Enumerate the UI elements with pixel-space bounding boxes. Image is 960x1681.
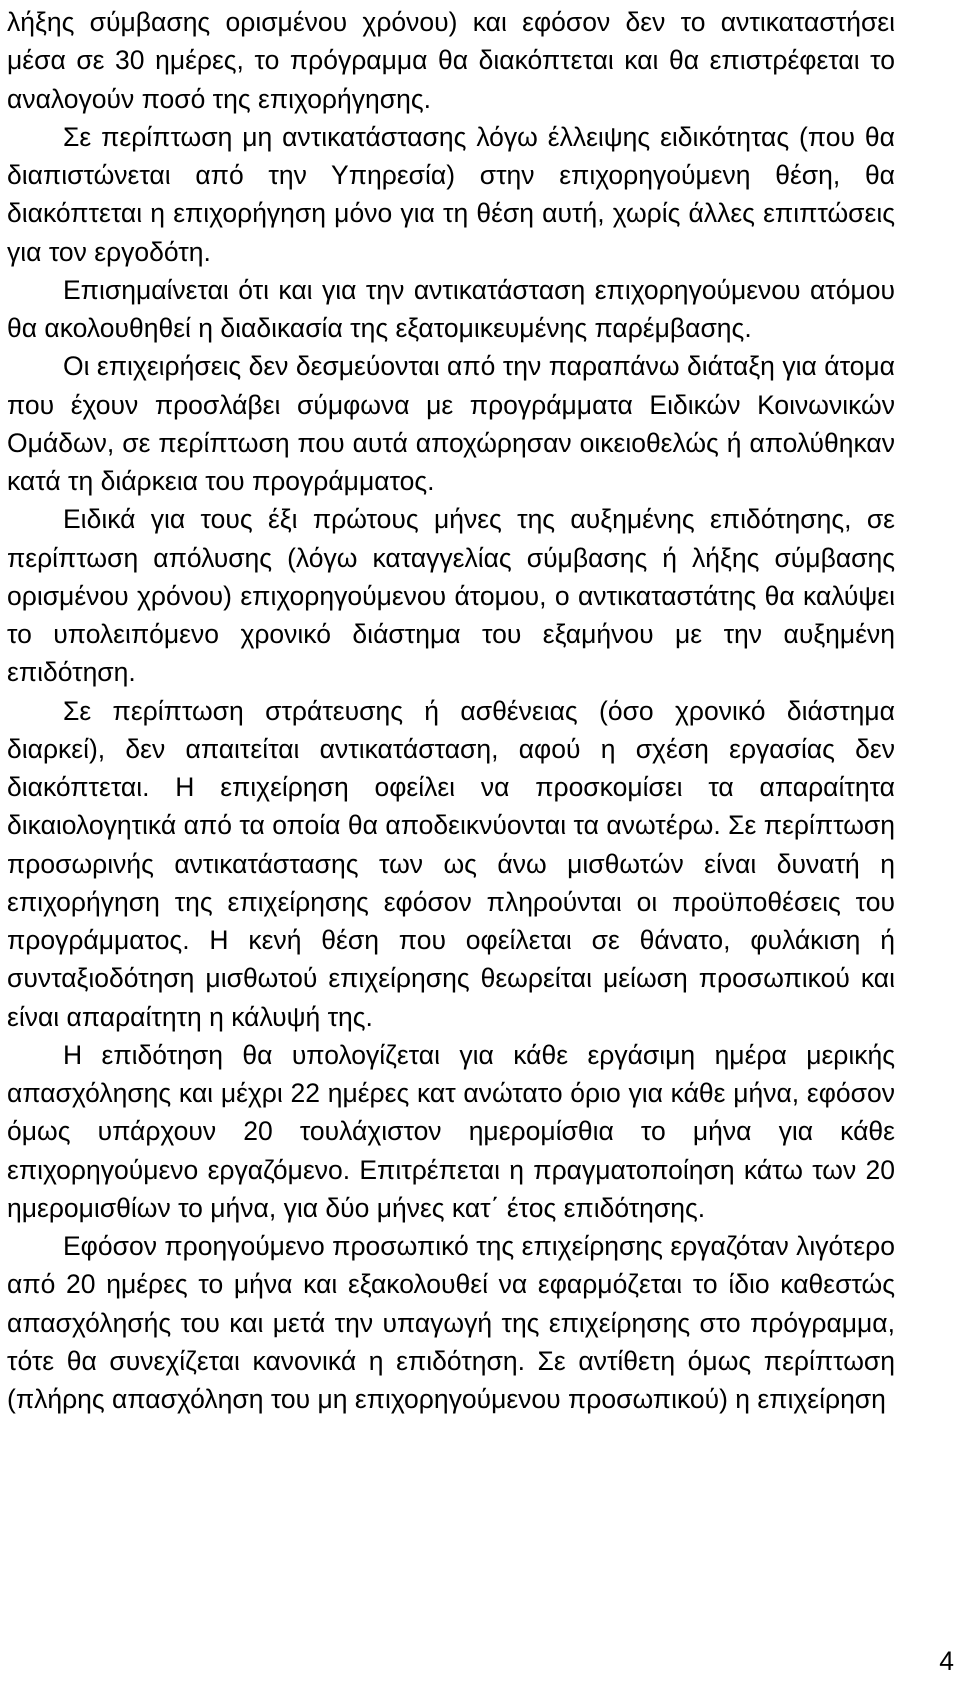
paragraph-3: Επισημαίνεται ότι και για την αντικατάσταση επιχορηγούμενου ατόμου θα ακολουθηθεί η διαδικασία της εξατομικευμένης παρέμβασης. (7, 274, 895, 343)
paragraph-4: Οι επιχειρήσεις δεν δεσμεύονται από την παραπάνω διάταξη για άτομα που έχουν προσλάβει σύμφωνα με προγράμματα Ειδικών Κοινωνικών Ομάδων, σε περίπτωση που αυτά αποχώρησαν οικειοθελώς ή απολύθηκαν κατά τη διάρκεια του προγράμματος. (7, 351, 895, 496)
document-body (7, 3, 895, 1418)
paragraph-1: λήξης σύμβασης ορισμένου χρόνου) και εφόσον δεν το αντικαταστήσει μέσα σε 30 ημέρες, το πρόγραμμα θα διακόπτεται και θα επιστρέφεται το αναλογούν ποσό της επιχορήγησης. (7, 7, 895, 114)
paragraph-8: Εφόσον προηγούμενο προσωπικό της επιχείρησης εργαζόταν λιγότερο από 20 ημέρες το μήνα και εξακολουθεί να εφαρμόζεται το ίδιο καθεστώς απασχόλησής του και μετά την υπαγωγή της επιχείρησης στο πρόγραμμα, τότε θα συνεχίζεται κανονικά η επιδότηση. Σε αντίθετη όμως περίπτωση (πλήρης απασχόληση του μη επιχορηγούμενου προσωπικού) η επιχείρηση (7, 1231, 895, 1414)
paragraph-2: Σε περίπτωση μη αντικατάστασης λόγω έλλειψης ειδικότητας (που θα διαπιστώνεται από την Υπηρεσία) στην επιχορηγούμενη θέση, θα διακόπτεται η επιχορήγηση μόνο για τη θέση αυτή, χωρίς άλλες επιπτώσεις για τον εργοδότη. (7, 121, 895, 267)
page-number: 4 (939, 1646, 954, 1676)
paragraph-5: Ειδικά για τους έξι πρώτους μήνες της αυξημένης επιδότησης, σε περίπτωση απόλυσης (λόγω καταγγελίας σύμβασης ή λήξης σύμβασης ορισμένου χρόνου) επιχορηγούμενου άτομου, ο αντικαταστάτης θα καλύψει το υπολειπόμενο χρονικό διάστημα του εξαμήνου με την αυξημένη επιδότηση. (7, 504, 895, 688)
paragraph-7: Η επιδότηση θα υπολογίζεται για κάθε εργάσιμη ημέρα μερικής απασχόλησης και μέχρι 22 ημέρες κατ ανώτατο όριο για κάθε μήνα, εφόσον όμως υπάρχουν 20 τουλάχιστον ημερομίσθια το μήνα για κάθε επιχορηγούμενο εργαζόμενο. Επιτρέπεται η πραγματοποίηση κάτω των 20 ημερομισθίων το μήνα, για δύο μήνες κατ΄ έτος επιδότησης. (7, 1039, 895, 1223)
paragraph-6: Σε περίπτωση στράτευσης ή ασθένειας (όσο χρονικό διάστημα διαρκεί), δεν απαιτείται αντικατάσταση, αφού η σχέση εργασίας δεν διακόπτεται. Η επιχείρηση οφείλει να προσκομίσει τα απαραίτητα δικαιολογητικά από τα οποία θα αποδεικνύονται τα ανωτέρω. Σε περίπτωση προσωρινής αντικατάστασης των ως άνω μισθωτών είναι δυνατή η επιχορήγηση της επιχείρησης εφόσον πληρούνται οι προϋποθέσεις του προγράμματος. Η κενή θέση που οφείλεται σε θάνατο, φυλάκιση ή συνταξιοδότηση μισθωτού επιχείρησης θεωρείται μείωση προσωπικού και είναι απαραίτητη η κάλυψή της. (7, 695, 895, 1032)
